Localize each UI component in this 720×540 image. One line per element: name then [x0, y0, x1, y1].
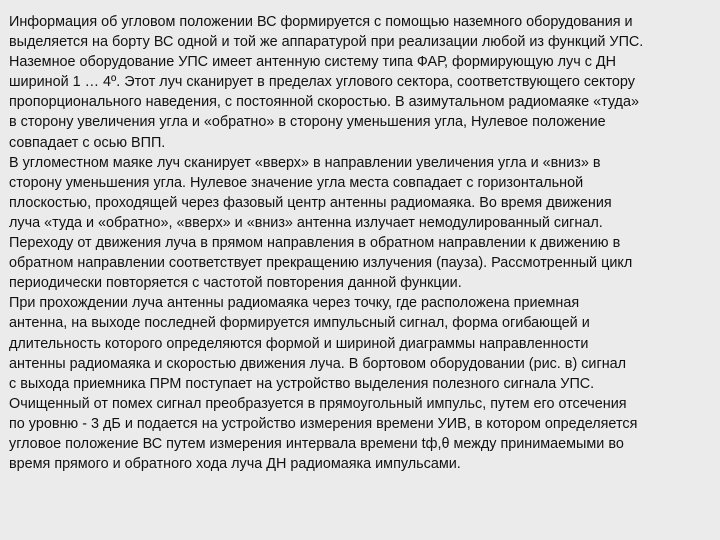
paragraph-elevation-beacon — [9, 153, 710, 294]
text-line: периодически повторяется с частотой повторения данной функции. — [9, 275, 462, 292]
text-line: В угломестном маяке луч сканирует «вверх» в направлении увеличения угла и «вниз» в — [9, 154, 601, 171]
text-line: антенна, на выходе последней формируется импульсный сигнал, форма огибающей и — [9, 315, 590, 332]
text-line: Очищенный от помех сигнал преобразуется в прямоугольный импульс, путем его отсечения — [9, 395, 627, 412]
text-line: Информация об угловом положении ВС формируется с помощью наземного оборудования и — [9, 14, 633, 30]
text-line: в сторону увеличения угла и «обратно» в сторону уменьшения угла, Нулевое положение — [9, 114, 606, 131]
text-line: по уровню - 3 дБ и подается на устройство измерения времени УИВ, в котором определяется — [9, 415, 638, 432]
text-line: шириной 1 … 4º. Этот луч сканирует в пределах углового сектора, соответствующего сектору — [9, 74, 635, 91]
text-line: выделяется на борту ВС одной и той же аппаратурой при реализации любой из функций УПС. — [9, 34, 644, 51]
text-line: Переходу от движения луча в прямом направления в обратном направлении к движению в — [9, 235, 621, 252]
text-line: время прямого и обратного хода луча ДН радиомаяка импульсами. — [9, 456, 461, 473]
text-line: длительность которого определяются формой и шириной диаграммы направленности — [9, 335, 589, 352]
text-line: совпадает с осью ВПП. — [9, 134, 166, 151]
text-line: сторону уменьшения угла. Нулевое значение угла места совпадает с горизонтальной — [9, 174, 584, 191]
text-line: плоскостью, проходящей через фазовый центр антенны радиомаяка. Во время движения — [9, 194, 612, 211]
text-line: Наземное оборудование УПС имеет антенную систему типа ФАР, формирующую луч с ДН — [9, 54, 617, 71]
text-line: угловое положение ВС путем измерения интервала времени tф,θ между принимаемыми во — [9, 435, 624, 452]
text-line: с выхода приемника ПРМ поступает на устройство выделения полезного сигнала УПС. — [9, 375, 595, 392]
text-line: При прохождении луча антенны радиомаяка через точку, где расположена приемная — [9, 295, 580, 312]
paragraph-onboard-processing — [9, 293, 710, 474]
paragraph-beam-scanning — [9, 12, 710, 153]
text-line: антенны радиомаяка и скоростью движения луча. В бортовом оборудовании (рис. в) сигнал — [9, 355, 627, 372]
text-line: пропорционального наведения, с постоянной скоростью. В азимутальном радиомаяке «туда» — [9, 94, 639, 111]
text-line: обратном направлении соответствует прекращению излучения (пауза). Рассмотренный цикл — [9, 255, 633, 272]
text-line: луча «туда и «обратно», «вверх» и «вниз» антенна излучает немодулированный сигнал. — [9, 214, 603, 231]
